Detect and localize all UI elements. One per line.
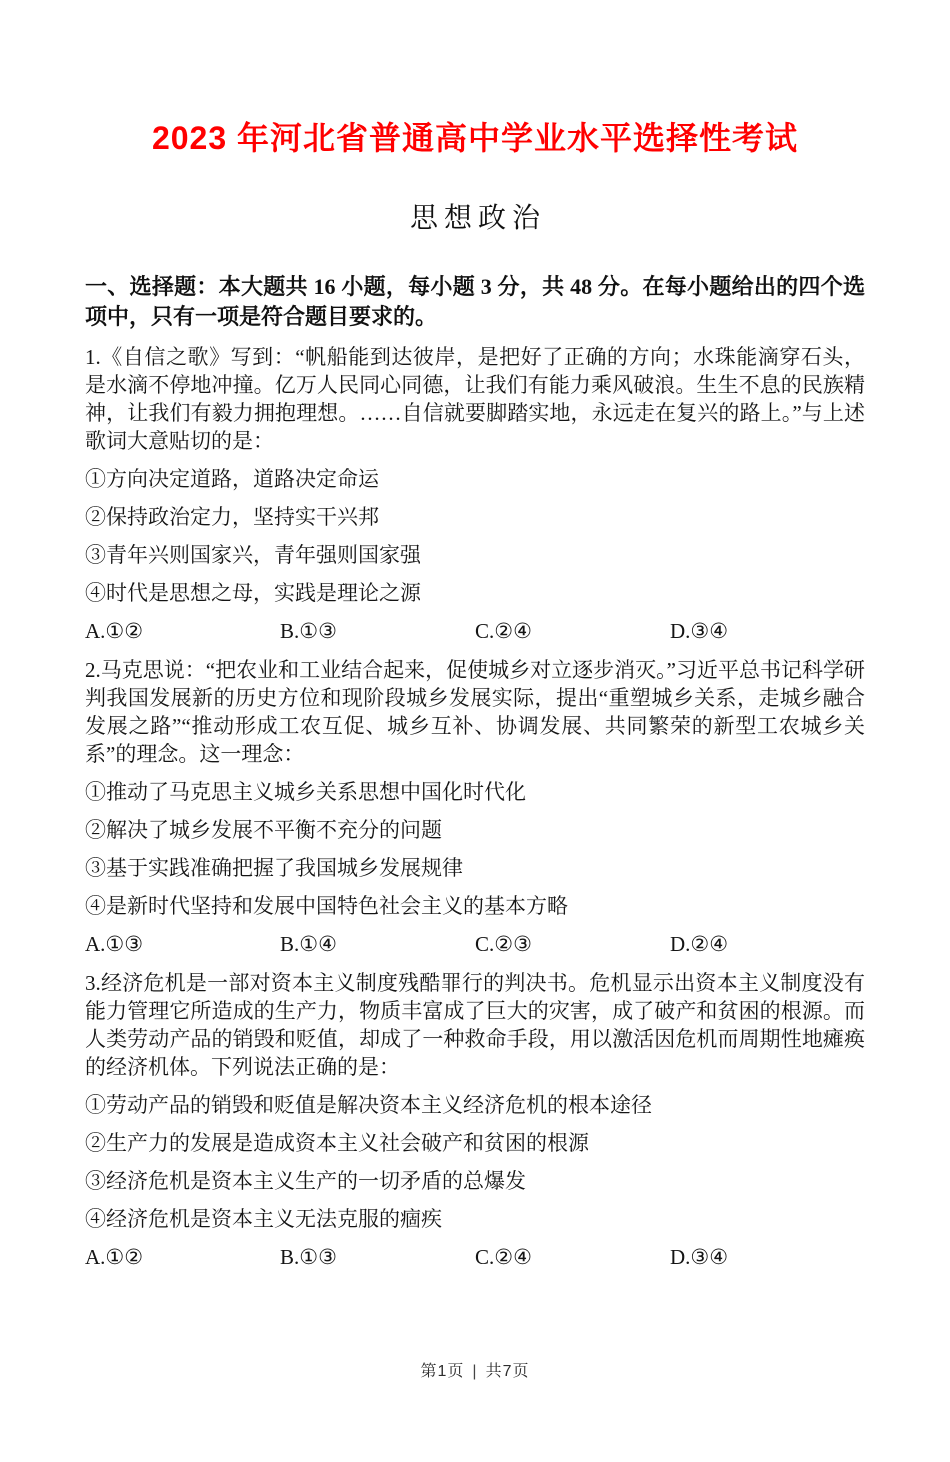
footer-separator: |	[472, 1363, 478, 1380]
exam-title: 2023 年河北省普通高中学业水平选择性考试	[151, 120, 799, 156]
question-2-choice-d: D.②④	[670, 932, 729, 956]
current-page-label: 第1页	[420, 1363, 465, 1380]
question-3-option-1: ①劳动产品的销毁和贬值是解决资本主义经济危机的根本途径	[85, 1093, 652, 1117]
question-1-choice-c: C.②④	[475, 619, 532, 643]
question-2-option-4: ④是新时代坚持和发展中国特色社会主义的基本方略	[85, 894, 568, 918]
question-3-option-2: ②生产力的发展是造成资本主义社会破产和贫困的根源	[85, 1131, 589, 1155]
question-2-option-2: ②解决了城乡发展不平衡不充分的问题	[85, 818, 442, 842]
exam-document-page	[0, 118, 950, 1462]
total-pages-label: 共7页	[485, 1363, 530, 1380]
page-footer	[0, 1358, 950, 1381]
question-1	[85, 343, 865, 645]
question-3-choice-a: A.①②	[85, 1245, 144, 1269]
question-3-option-4: ④经济危机是资本主义无法克服的痼疾	[85, 1207, 442, 1231]
question-3-option-3: ③经济危机是资本主义生产的一切矛盾的总爆发	[85, 1169, 526, 1193]
question-2	[85, 656, 865, 958]
question-1-option-2: ②保持政治定力，坚持实干兴邦	[85, 505, 379, 529]
question-2-stem: 2.马克思说：“把农业和工业结合起来，促使城乡对立逐步消灭。”习近平总书记科学研判我国发展新的历史方位和现阶段城乡发展实际，提出“重塑城乡关系，走城乡融合发展之路”“推动形成工农互促、城乡互补、协调发展、共同繁荣的新型工农城乡关系”的理念。这一理念：	[85, 658, 865, 766]
question-2-choice-c: C.②③	[475, 932, 532, 956]
question-1-option-1: ①方向决定道路，道路决定命运	[85, 467, 379, 491]
question-1-choice-b: B.①③	[280, 619, 337, 643]
question-1-option-3: ③青年兴则国家兴，青年强则国家强	[85, 543, 421, 567]
question-1-option-4: ④时代是思想之母，实践是理论之源	[85, 581, 421, 605]
question-2-option-3: ③基于实践准确把握了我国城乡发展规律	[85, 856, 463, 880]
question-3-choice-d: D.③④	[670, 1245, 729, 1269]
question-3-answer-row	[85, 1243, 865, 1271]
question-3-stem: 3.经济危机是一部对资本主义制度残酷罪行的判决书。危机显示出资本主义制度没有能力管理它所造成的生产力，物质丰富成了巨大的灾害，成了破产和贫困的根源。而人类劳动产品的销毁和贬值，却成了一种救命手段，用以激活因危机而周期性地瘫痪的经济机体。下列说法正确的是：	[85, 971, 865, 1079]
exam-page-content	[0, 118, 950, 1271]
question-3-choice-b: B.①③	[280, 1245, 337, 1269]
question-1-stem: 1.《自信之歌》写到：“帆船能到达彼岸，是把好了正确的方向；水珠能滴穿石头，是水滴不停地冲撞。亿万人民同心同德，让我们有能力乘风破浪。生生不息的民族精神，让我们有毅力拥抱理想。……自信就要脚踏实地，永远走在复兴的路上。”与上述歌词大意贴切的是：	[85, 345, 865, 453]
question-2-choice-b: B.①④	[280, 932, 337, 956]
question-1-choice-d: D.③④	[670, 619, 729, 643]
question-3-choice-c: C.②④	[475, 1245, 532, 1269]
question-2-option-1: ①推动了马克思主义城乡关系思想中国化时代化	[85, 780, 526, 804]
section-one-heading: 一、选择题：本大题共 16 小题，每小题 3 分，共 48 分。在每小题给出的四个选项中，只有一项是符合题目要求的。	[85, 274, 865, 329]
question-1-choice-a: A.①②	[85, 619, 144, 643]
question-1-answer-row	[85, 617, 865, 645]
exam-subject-title: 思想政治	[409, 203, 546, 234]
question-2-choice-a: A.①③	[85, 932, 144, 956]
question-3	[85, 969, 865, 1271]
question-2-answer-row	[85, 930, 865, 958]
